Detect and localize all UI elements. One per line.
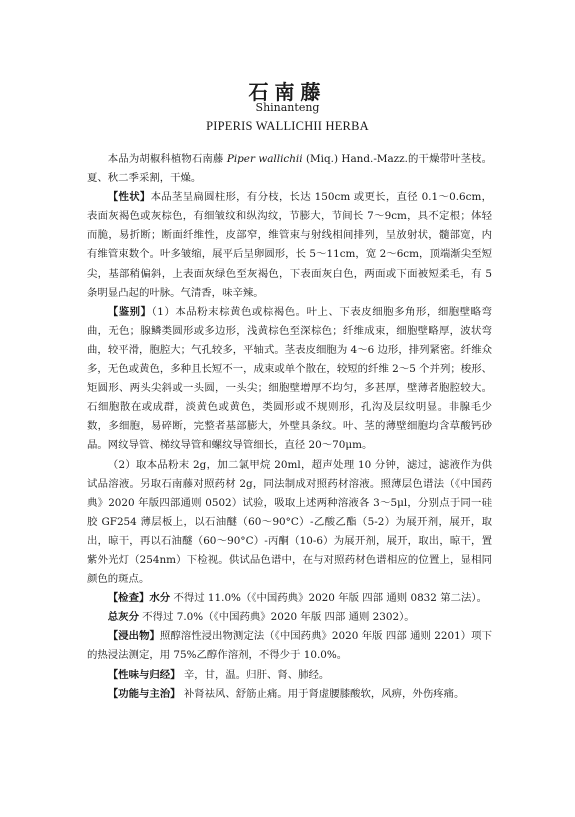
latin-name: PIPERIS WALLICHII HERBA	[206, 119, 369, 133]
extract-heading: 【浸出物】	[107, 630, 160, 643]
total-ash-text: 不得过 7.0%（《中国药典》2020 年版 四部 通则 2302）。	[138, 611, 415, 624]
property-section	[87, 666, 492, 685]
function-text: 补肾祛风、舒筋止痛。用于肾虚腰膝酸软，风痹，外伤疼痛。	[180, 687, 465, 700]
page-title: 石南藤	[248, 80, 327, 104]
moisture-subheading: 水分	[149, 592, 171, 605]
inspection-section	[87, 589, 492, 608]
property-heading: 【性味与归经】	[107, 668, 181, 681]
extract-text: 照醇溶性浸出物测定法（《中国药典》2020 年版 四部 通则 2201）项下的热浸法测定，用 75%乙醇作溶剂，不得少于 10.0%。	[87, 630, 492, 662]
identification-tlc-paragraph	[87, 456, 492, 590]
source-paragraph	[87, 150, 492, 188]
source-text: 本品为胡椒科植物石南藤	[107, 153, 227, 165]
total-ash-subheading: 总灰分	[107, 611, 139, 624]
description-text: 本品茎呈扁圆柱形，有分枝，长达 150cm 或更长，直径 0.1～0.6cm，表面灰褐色或灰棕色，有细皱纹和纵沟纹，节膨大，节间长 7～9cm，具不定根；体轻而脆，易折断；断面纤维性，皮部窄，维管束与射线相间排列，呈放射状，髓部宽，内有维管束数个。叶多皱缩，展平后呈卵圆形，长 5～11cm，宽 2～6cm，顶端渐尖至短尖，基部稍偏斜，上表面灰绿色至灰褐色，下表面灰白色，两面或下面被短柔毛，有 5 条明显凸起的叶脉。气清香，味辛辣。	[87, 191, 492, 299]
inspection-heading: 【检查】	[107, 592, 150, 605]
species-name: Piper wallichii	[226, 153, 303, 165]
identification-text-1: （1）本品粉末棕黄色或棕褐色。叶上、下表皮细胞多角形，细胞壁略弯曲，无色；腺鳞类圆形或多边形，浅黄棕色至深棕色；纤维成束，细胞壁略厚，波状弯曲，较平滑，胞腔大；气孔较多，平轴式。茎表皮细胞为 4～6 边形，排列紧密。纤维众多，无色或黄色，多种且长短不一，成束或单个散在，较短的纤维 2～5 个并列；梭形、矩圆形、两头尖斜或一头圆，一头尖；细胞壁增厚不均匀，多甚厚，壁薄者胞腔较大。石细胞散在或成群，淡黄色或黄色，类圆形或不规则形，孔沟及层纹明显。非腺毛少数，多细胞，易碎断，完整者基部膨大，外壁具条纹。叶、茎的薄壁细胞均含草酸钙砂晶。网纹导管、梯纹导管和螺纹导管细长，直径 20～70μm。	[87, 305, 492, 452]
total-ash-paragraph	[87, 608, 492, 627]
source-text-end: (Miq.) Hand.-Mazz.的干燥带叶茎枝。夏、秋二季采割，干燥。	[87, 153, 492, 185]
property-text: 辛，甘，温。归肝、肾、肺经。	[180, 668, 330, 681]
monograph-body	[87, 150, 492, 704]
moisture-text: 不得过 11.0%（《中国药典》2020 年版 四部 通则 0832 第二法）。	[170, 592, 487, 605]
extract-section	[87, 627, 492, 665]
function-section	[87, 685, 492, 704]
function-heading: 【功能与主治】	[107, 687, 181, 700]
identification-section	[87, 303, 492, 456]
pinyin-name: Shinanteng	[255, 101, 320, 114]
identification-text-2: （2）取本品粉末 2g，加二氯甲烷 20ml，超声处理 10 分钟，滤过，滤液作为供试品溶液。另取石南藤对照药材 2g，同法制成对照药材溶液。照薄层色谱法（《中国药典》2020 年版四部通则 0502）试验，吸取上述两种溶液各 3～5μl，分别点于同一硅胶 GF254 薄层板上，以石油醚（60～90°C）-乙酸乙酯（5-2）为展开剂，展开，取出，晾干，再以石油醚（60～90°C）-丙酮（10-6）为展开剂，展开，取出，晾干，置紫外光灯（254nm）下检视。供试品色谱中，在与对照药材色谱相应的位置上，显相同颜色的斑点。	[87, 458, 492, 586]
description-section	[87, 188, 492, 303]
description-heading: 【性状】	[107, 191, 151, 204]
identification-heading: 【鉴别】	[107, 305, 152, 318]
